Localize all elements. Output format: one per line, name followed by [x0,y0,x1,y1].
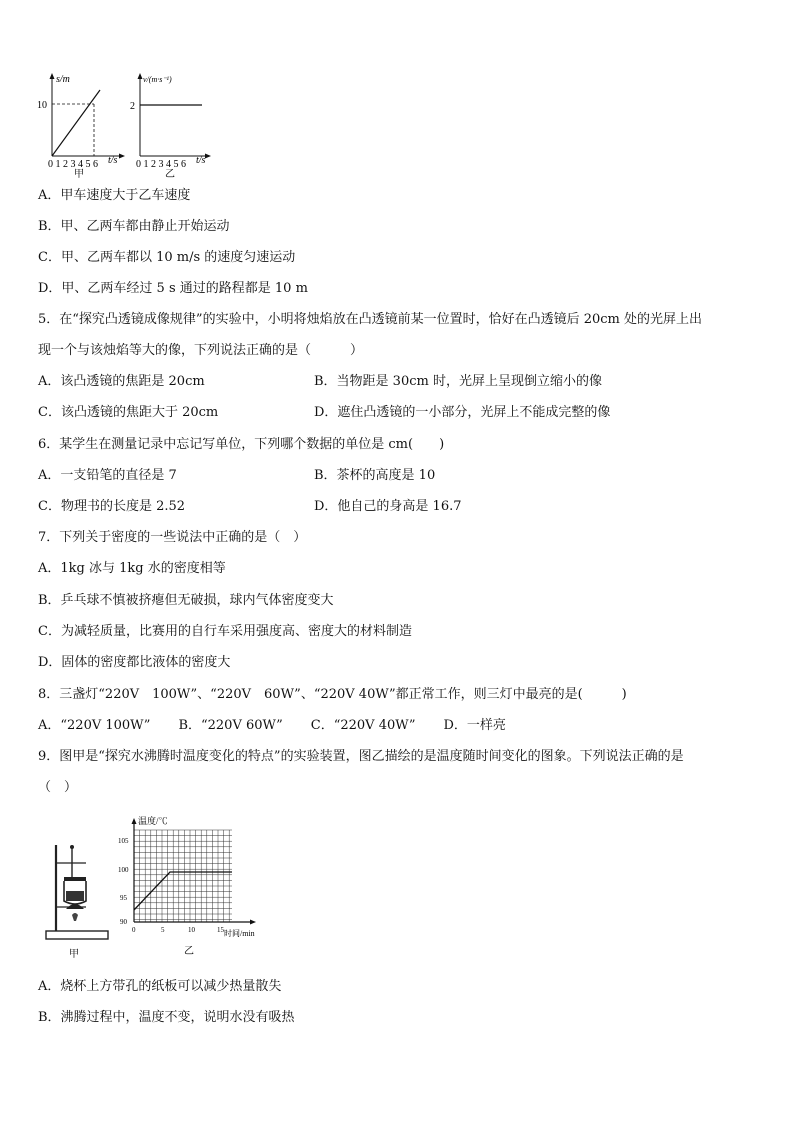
q5-option-a: A．该凸透镜的焦距是 20cm [38,374,205,389]
jia-ylabel: s/m [56,74,70,85]
q6-option-a: A．一支铅笔的直径是 7 [38,468,177,483]
jia-x-ticks: 0 1 2 3 4 5 6 [48,159,98,170]
jia-caption: 甲 [74,169,84,180]
apparatus-caption: 甲 [69,949,79,960]
jia-y-tick: 10 [37,100,47,111]
temperature-graph [112,810,282,960]
q8-option-c: C．“220V 40W” [310,718,416,733]
q6-option-d: D．他自己的身高是 16.7 [314,499,462,514]
graph-caption: 乙 [184,946,194,957]
y-tick-100: 100 [118,866,129,874]
graph-yi [130,73,211,180]
y-tick-95: 95 [120,894,127,902]
q4-option-a: A．甲车速度大于乙车速度 [38,188,191,203]
yi-y-tick: 2 [130,101,135,112]
yi-ylabel: v/(m·s⁻¹) [143,75,172,84]
q5-stem-line2: 现一个与该烛焰等大的像，下列说法正确的是（ ） [38,343,364,358]
q8-option-d: D．一样亮 [443,718,506,733]
jia-xlabel: t/s [108,155,118,166]
q9-option-a: A．烧杯上方带孔的纸板可以减少热量散失 [38,979,282,994]
graph-jia [37,73,125,180]
x-tick-10: 10 [188,926,195,934]
q8-option-b: B．“220V 60W” [178,718,283,733]
yi-xlabel: t/s [196,155,206,166]
x-tick-5: 5 [161,926,165,934]
q9-option-b: B．沸腾过程中，温度不变，说明水没有吸热 [38,1010,295,1025]
q8-options-row [38,717,534,735]
q7-stem: 7．下列关于密度的一些说法中正确的是（ ） [38,530,307,545]
q4-option-c: C．甲、乙两车都以 10 m/s 的速度匀速运动 [38,250,296,265]
q6-option-b: B．茶杯的高度是 10 [314,468,436,483]
q9-stem-line2: （ ） [38,780,78,795]
q9-stem-line1: 9．图甲是“探究水沸腾时温度变化的特点”的实验装置，图乙描绘的是温度随时间变化的图象。下列说法正确的是 [38,749,684,764]
q4-option-b: B．甲、乙两车都由静止开始运动 [38,219,230,234]
q8-stem: 8．三盏灯“220V 100W”、“220V 60W”、“220V 40W”都正常工作，则三灯中最亮的是( ) [38,687,627,702]
q7-option-c: C．为减轻质量，比赛用的自行车采用强度高、密度大的材料制造 [38,624,412,639]
q7-option-b: B．乒乓球不慎被挤瘪但无破损，球内气体密度变大 [38,593,334,608]
yi-x-ticks: 0 1 2 3 4 5 6 [136,159,186,170]
graph-grid [134,830,232,922]
top-figure [30,70,220,180]
x-tick-0: 0 [132,926,136,934]
q5-option-b: B．当物距是 30cm 时，光屏上呈现倒立缩小的像 [314,374,602,389]
y-tick-90: 90 [120,918,127,926]
q6-stem: 6．某学生在测量记录中忘记写单位，下列哪个数据的单位是 cm( ) [38,437,445,452]
temperature-curve [134,872,232,910]
q7-option-a: A．1kg 冰与 1kg 水的密度相等 [38,561,226,576]
q5-option-d: D．遮住凸透镜的一小部分，光屏上不能成完整的像 [314,405,611,420]
yi-caption: 乙 [165,169,175,180]
q5-stem-line1: 5．在“探究凸透镜成像规律”的实验中，小明将烛焰放在凸透镜前某一位置时，恰好在凸透镜后 20cm 处的光屏上出 [38,312,702,327]
q8-option-a: A．“220V 100W” [38,718,151,733]
graph-xlabel: 时间/min [224,929,255,938]
q6-option-c: C．物理书的长度是 2.52 [38,499,186,514]
q5-option-c: C．该凸透镜的焦距大于 20cm [38,405,219,420]
q4-option-d: D．甲、乙两车经过 5 s 通过的路程都是 10 m [38,281,308,296]
graph-ylabel: 温度/℃ [138,816,168,826]
y-tick-105: 105 [118,837,129,845]
q7-option-d: D．固体的密度都比液体的密度大 [38,655,231,670]
x-tick-15: 15 [217,926,224,934]
apparatus-figure [42,835,114,960]
